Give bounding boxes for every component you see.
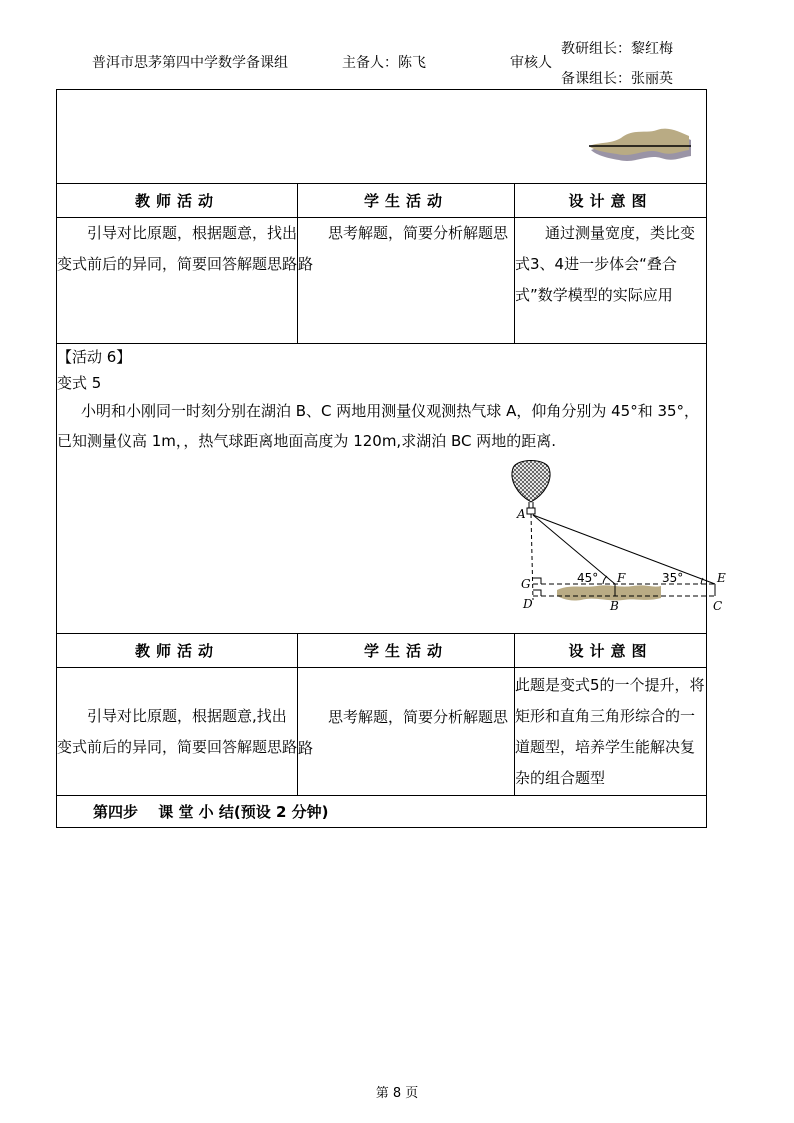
label-e: E xyxy=(717,571,726,585)
angle-35-label: 35° xyxy=(662,571,684,585)
label-a: A xyxy=(517,507,526,521)
section2-student: 思考解题，简要分析解题思路 xyxy=(298,708,509,757)
column-header-row-2 xyxy=(57,634,707,668)
prep-lead: 备课组长：张丽英 xyxy=(561,71,673,87)
column-header-row xyxy=(57,184,707,218)
header2-teacher-activity: 教师活动 xyxy=(57,634,298,668)
lake-image xyxy=(587,128,697,173)
page-number: 第 8 页 xyxy=(375,1086,419,1101)
header2-student-activity: 学生活动 xyxy=(298,634,515,668)
section2-intent: 此题是变式5的一个提升，将矩形和直角三角形综合的一道题型，培养学生能解决复杂的组合题型 xyxy=(515,676,705,787)
section1-teacher: 引导对比原题，根据题意，找出变式前后的异同，简要回答解题思路 xyxy=(57,224,298,273)
header-student-activity: 学生活动 xyxy=(298,184,515,218)
balloon-icon xyxy=(512,461,550,503)
activity-row xyxy=(57,344,707,634)
label-f: F xyxy=(617,571,626,585)
preparer: 主备人：陈飞 xyxy=(342,55,426,71)
section2-teacher: 引导对比原题，根据题意,找出变式前后的异同，简要回答解题思路 xyxy=(57,706,298,756)
header-teacher-activity: 教师活动 xyxy=(57,184,298,218)
reviewer: 审核人 xyxy=(510,55,552,71)
step4-row xyxy=(57,796,707,828)
section1-intent: 通过测量宽度，类比变式3、4进一步体会“叠合式”数学模型的实际应用 xyxy=(515,224,696,304)
research-lead: 教研组长：黎红梅 xyxy=(561,41,673,57)
label-c: C xyxy=(713,599,723,613)
activity-subtitle: 变式 5 xyxy=(57,374,102,392)
section1-student: 思考解题，简要分析解题思路 xyxy=(298,224,509,273)
angle-45-label: 45° xyxy=(577,571,599,585)
activity-problem: 小明和小刚同一时刻分别在湖泊 B、C 两地用测量仪观测热气球 A，仰角分别为 45°和 35°，已知测量仪高 1m，，热气球距离地面高度为 120m,求湖泊 BC 两地的距离. xyxy=(57,402,700,450)
step4-summary: 第四步 课 堂 小 结(预设 2 分钟) xyxy=(57,796,707,828)
header2-design-intent: 设计意图 xyxy=(515,634,707,668)
label-d: D xyxy=(523,597,533,611)
lake-shape xyxy=(557,585,661,600)
label-g: G xyxy=(521,577,531,591)
activity-title: 【活动 6】 xyxy=(57,348,132,366)
balloon-diagram xyxy=(457,460,726,620)
basket-icon xyxy=(527,508,535,514)
section2-row xyxy=(57,668,707,796)
lake-picture-row xyxy=(57,90,707,184)
header-design-intent: 设计意图 xyxy=(515,184,707,218)
lesson-table xyxy=(56,89,726,828)
school-name: 普洱市思茅第四中学数学备课组 xyxy=(92,55,288,71)
label-b: B xyxy=(610,599,619,613)
section1-row xyxy=(57,218,707,344)
